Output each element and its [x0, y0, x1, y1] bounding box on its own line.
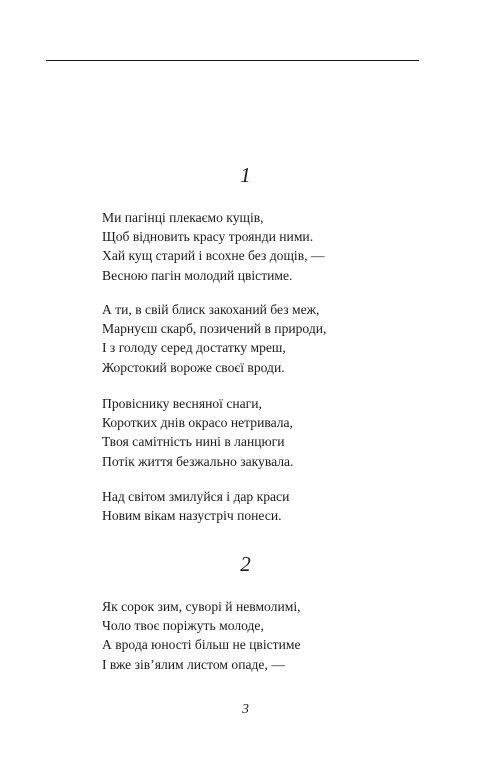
verse-line: А врода юності більш не цвістиме — [102, 637, 301, 653]
verse-line: А ти, в свій блиск закоханий без меж, — [102, 302, 320, 317]
sonnet-1-stanza-2 — [102, 300, 442, 377]
sonnet-number-2: 2 — [240, 552, 251, 576]
sonnet-number-1: 1 — [240, 163, 251, 187]
verse-line: Потік життя безжально закувала. — [102, 453, 294, 469]
verse-line: І вже зів’ялим листом опаде, — — [102, 656, 285, 672]
page-number: 3 — [242, 701, 249, 716]
verse-line: Ми пагінці плекаємо кущів, — [102, 210, 264, 225]
sonnet-1-stanza-3 — [102, 394, 442, 471]
verse-line: Хай кущ старий і всохне без дощів, — — [102, 248, 325, 264]
verse-line: Щоб відновить красу троянди ними. — [102, 229, 314, 245]
verse-line: Провіснику весняної снаги, — [102, 396, 262, 411]
verse-line: І з голоду серед достатку мреш, — [102, 340, 286, 356]
sonnet-2-stanza-1 — [102, 597, 442, 674]
verse-line: Марнуєш скарб, позичений в природи, — [102, 321, 327, 337]
sonnet-1-couplet — [102, 487, 442, 525]
verse-line: Новим вікам назустріч понеси. — [102, 508, 282, 524]
verse-line: Коротких днів окрасо нетривала, — [102, 415, 293, 431]
top-rule — [46, 60, 419, 61]
verse-line: Жорстокий вороже своєї вроди. — [102, 359, 285, 375]
verse-line: Як сорок зим, суворі й невмолимі, — [102, 599, 301, 614]
sonnet-1-stanza-1 — [102, 208, 442, 285]
verse-line: Над світом змилуйся і дар краси — [102, 489, 290, 504]
verse-line: Чоло твоє поріжуть молоде, — [102, 618, 264, 634]
verse-line: Твоя самітність нині в ланцюги — [102, 434, 285, 450]
verse-line: Весною пагін молодий цвістиме. — [102, 267, 293, 283]
